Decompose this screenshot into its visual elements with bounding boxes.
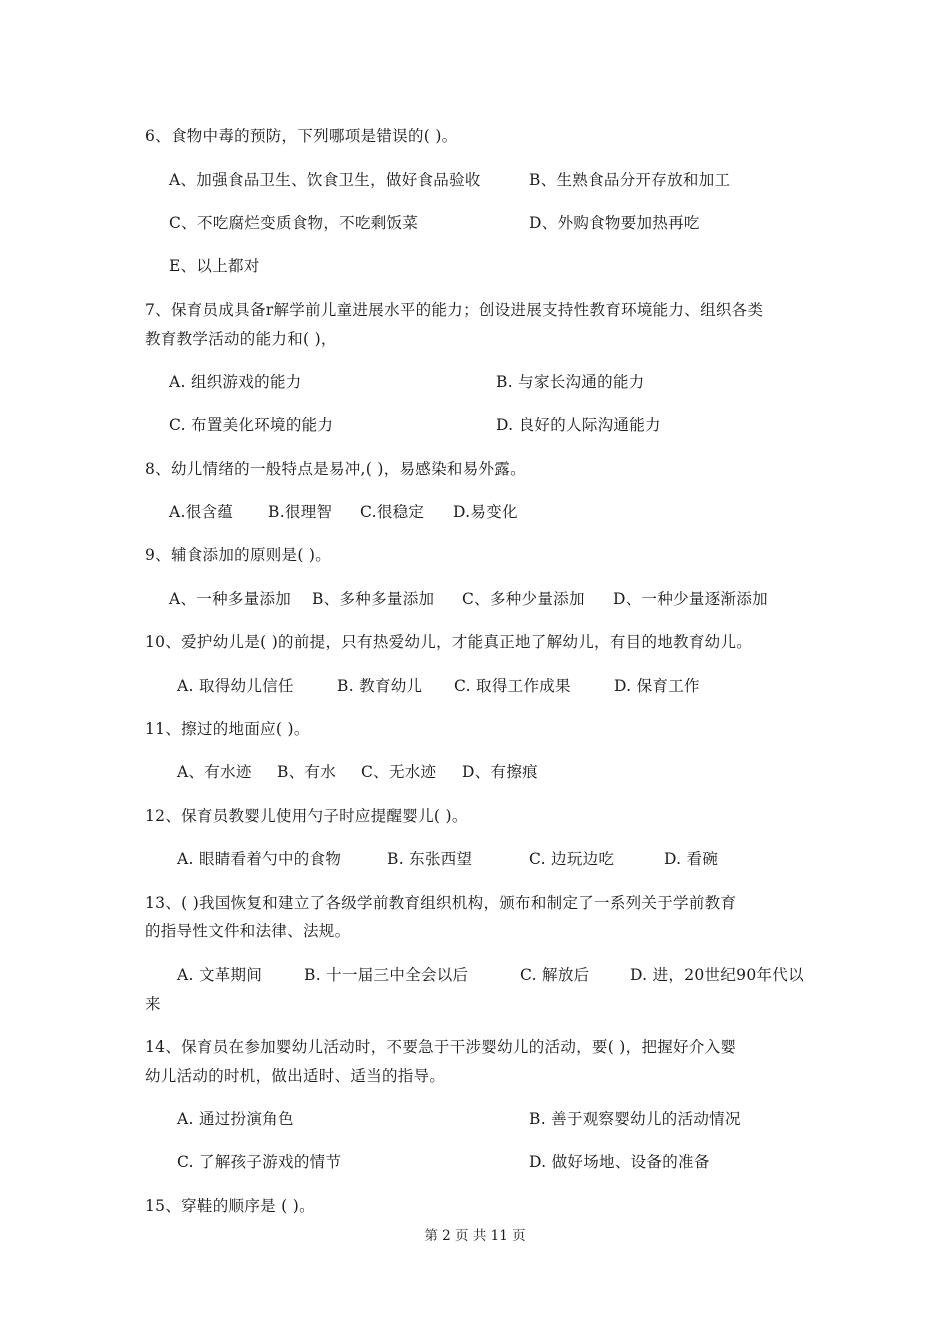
question-9-stem: 9、辅食添加的原则是( )。 [145,546,332,564]
question-10-option-b: B. 教育幼儿 [337,677,423,695]
question-12-stem: 12、保育员教婴儿使用勺子时应提醒婴儿( )。 [145,807,468,825]
question-9-option-c: C、多种少量添加 [462,590,585,608]
page-footer: 第 2 页 共 11 页 [424,1228,526,1244]
question-9-option-a: A、一种多量添加 [169,590,292,608]
question-14-option-d: D. 做好场地、设备的准备 [529,1153,710,1171]
question-14-option-b: B. 善于观察婴幼儿的活动情况 [529,1110,741,1128]
question-10-option-a: A. 取得幼儿信任 [177,677,294,695]
question-13-stem-line-2: 的指导性文件和法律、法规。 [145,922,351,940]
question-13-option-b: B. 十一届三中全会以后 [304,966,469,984]
question-12-option-c: C. 边玩边吃 [529,850,615,868]
question-11-option-d: D、有擦痕 [462,763,538,781]
question-14-option-c: C. 了解孩子游戏的情节 [177,1153,342,1171]
question-8-option-d: D.易变化 [453,503,518,521]
question-13-option-d: D. 进，20世纪90年代以 [630,966,804,984]
question-8-stem: 8、幼儿情绪的一般特点是易冲,( )，易感染和易外露。 [145,460,526,478]
question-10-option-d: D. 保育工作 [614,677,700,695]
question-14-option-a: A. 通过扮演角色 [177,1110,294,1128]
question-12-option-b: B. 东张西望 [387,850,473,868]
question-7-option-b: B. 与家长沟通的能力 [496,373,645,391]
question-7-stem-line-1: 7、保育员成具备r解学前儿童进展水平的能力；创设进展支持性教育环境能力、组织各类 [145,301,764,319]
question-12-option-d: D. 看碗 [664,850,719,868]
question-9-option-d: D、一种少量逐渐添加 [613,590,768,608]
question-10-stem: 10、爱护幼儿是( )的前提，只有热爱幼儿，才能真正地了解幼儿，有目的地教育幼儿。 [145,633,753,651]
question-14-stem-line-2: 幼儿活动的时机，做出适时、适当的指导。 [145,1067,446,1085]
question-6-stem: 6、食物中毒的预防，下列哪项是错误的( )。 [145,127,458,145]
question-6-option-a: A、加强食品卫生、饮食卫生，做好食品验收 [169,171,481,189]
question-7-option-c: C. 布置美化环境的能力 [169,416,334,434]
question-11-option-b: B、有水 [277,763,337,781]
question-13-stem-line-1: 13、( )我国恢复和建立了各级学前教育组织机构，颁布和制定了一系列关于学前教育 [145,894,737,912]
question-13-option-d-wrap: 来 [145,995,161,1013]
question-7-option-a: A. 组织游戏的能力 [169,373,302,391]
question-13-option-c: C. 解放后 [520,966,590,984]
question-8-option-a: A.很含蕴 [169,503,234,521]
question-11-stem: 11、擦过的地面应( )。 [145,720,310,738]
question-7-option-d: D. 良好的人际沟通能力 [496,416,661,434]
question-15-stem: 15、穿鞋的顺序是 ( )。 [145,1197,315,1215]
question-6-option-c: C、不吃腐烂变质食物，不吃剩饭菜 [169,214,419,232]
question-12-option-a: A. 眼睛看着勺中的食物 [177,850,342,868]
question-14-stem-line-1: 14、保育员在参加婴幼儿活动时，不要急于干涉婴幼儿的活动，要( )，把握好介入婴 [145,1038,737,1056]
question-10-option-c: C. 取得工作成果 [454,677,571,695]
question-7-stem-line-2: 教育教学活动的能力和( )， [145,330,337,348]
question-6-option-e: E、以上都对 [169,257,260,275]
question-6-option-d: D、外购食物要加热再吃 [529,214,700,232]
question-13-option-a: A. 文革期间 [177,966,263,984]
question-11-option-c: C、无水迹 [361,763,437,781]
question-9-option-b: B、多种多量添加 [312,590,435,608]
question-11-option-a: A、有水迹 [177,763,252,781]
question-8-option-c: C.很稳定 [360,503,425,521]
question-8-option-b: B.很理智 [268,503,333,521]
question-6-option-b: B、生熟食品分开存放和加工 [529,171,731,189]
